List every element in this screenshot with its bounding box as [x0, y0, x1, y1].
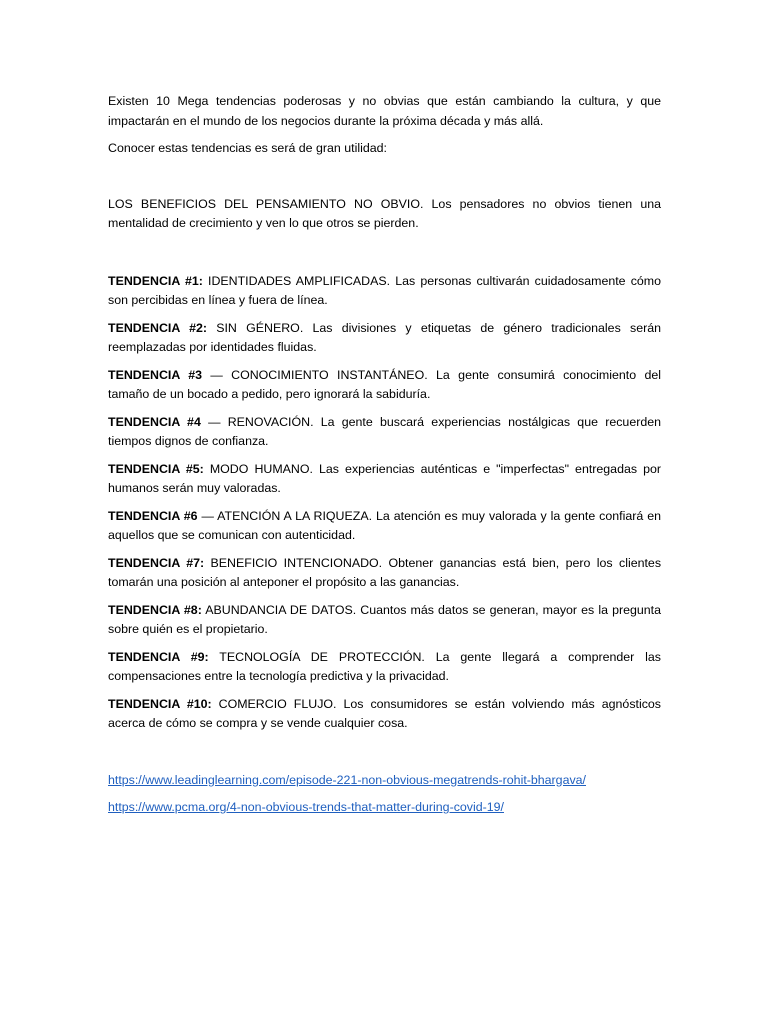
trend-2 — [108, 319, 661, 358]
document-page — [108, 92, 661, 826]
trend-10 — [108, 695, 661, 734]
trend-text: SIN GÉNERO. Las divisiones y etiquetas de género tradicionales serán reemplazadas por identidades fluidas. — [108, 320, 661, 354]
trend-4 — [108, 413, 661, 452]
trend-text: IDENTIDADES AMPLIFICADAS. Las personas cultivarán cuidadosamente cómo son percibidas en línea y fuera de línea. — [108, 273, 662, 307]
trend-7 — [108, 554, 661, 593]
trend-label: TENDENCIA #4 — [108, 414, 201, 429]
trend-text: — RENOVACIÓN. La gente buscará experiencias nostálgicas que recuerden tiempos dignos de confianza. — [108, 414, 662, 448]
trend-label: TENDENCIA #7: — [108, 555, 205, 570]
trend-8 — [108, 601, 661, 640]
trend-text: COMERCIO FLUJO. Los consumidores se están volviendo más agnósticos acerca de cómo se compra y se vende cualquier cosa. — [108, 696, 661, 730]
trend-3 — [108, 366, 661, 405]
trend-label: TENDENCIA #1: — [108, 273, 203, 288]
trend-text: TECNOLOGÍA DE PROTECCIÓN. La gente llegará a comprender las compensaciones entre la tecnología predictiva y la privacidad. — [108, 649, 662, 683]
trend-9 — [108, 648, 661, 687]
trend-text: MODO HUMANO. Las experiencias auténticas e "imperfectas" entregadas por humanos serán muy valoradas. — [108, 461, 662, 495]
intro-paragraph: Existen 10 Mega tendencias poderosas y no obvias que están cambiando la cultura, y que impactarán en el mundo de los negocios durante la próxima década y más allá. — [108, 94, 661, 128]
trend-text: ABUNDANCIA DE DATOS. Cuantos más datos se generan, mayor es la pregunta sobre quién es el propietario. — [108, 602, 661, 636]
link-leadinglearning[interactable]: https://www.leadinglearning.com/episode-221-non-obvious-megatrends-rohit-bhargava/ — [108, 772, 586, 787]
trend-label: TENDENCIA #5: — [108, 461, 204, 476]
trend-1 — [108, 272, 661, 311]
trend-5 — [108, 460, 661, 499]
intro-subtitle: Conocer estas tendencias es será de gran utilidad: — [108, 141, 387, 155]
trend-label: TENDENCIA #10: — [108, 696, 212, 711]
trend-6 — [108, 507, 661, 546]
trend-label: TENDENCIA #6 — [108, 508, 198, 523]
trend-text: — CONOCIMIENTO INSTANTÁNEO. La gente consumirá conocimiento del tamaño de un bocado a pedido, pero ignorará la sabiduría. — [108, 367, 661, 401]
trend-label: TENDENCIA #2: — [108, 320, 207, 335]
trend-label: TENDENCIA #9: — [108, 649, 209, 664]
benefits-paragraph: LOS BENEFICIOS DEL PENSAMIENTO NO OBVIO. Los pensadores no obvios tienen una mentalidad de crecimiento y ven lo que otros se pierden. — [108, 196, 661, 230]
trend-label: TENDENCIA #3 — [108, 367, 202, 382]
link-pcma[interactable]: https://www.pcma.org/4-non-obvious-trends-that-matter-during-covid-19/ — [108, 800, 504, 814]
trend-label: TENDENCIA #8: — [108, 602, 202, 617]
trend-text: — ATENCIÓN A LA RIQUEZA. La atención es muy valorada y la gente confiará en aquellos que se comunican con autenticidad. — [108, 508, 661, 542]
trend-text: BENEFICIO INTENCIONADO. Obtener ganancias está bien, pero los clientes tomarán una posición al anteponer el propósito a las ganancias. — [108, 555, 662, 589]
